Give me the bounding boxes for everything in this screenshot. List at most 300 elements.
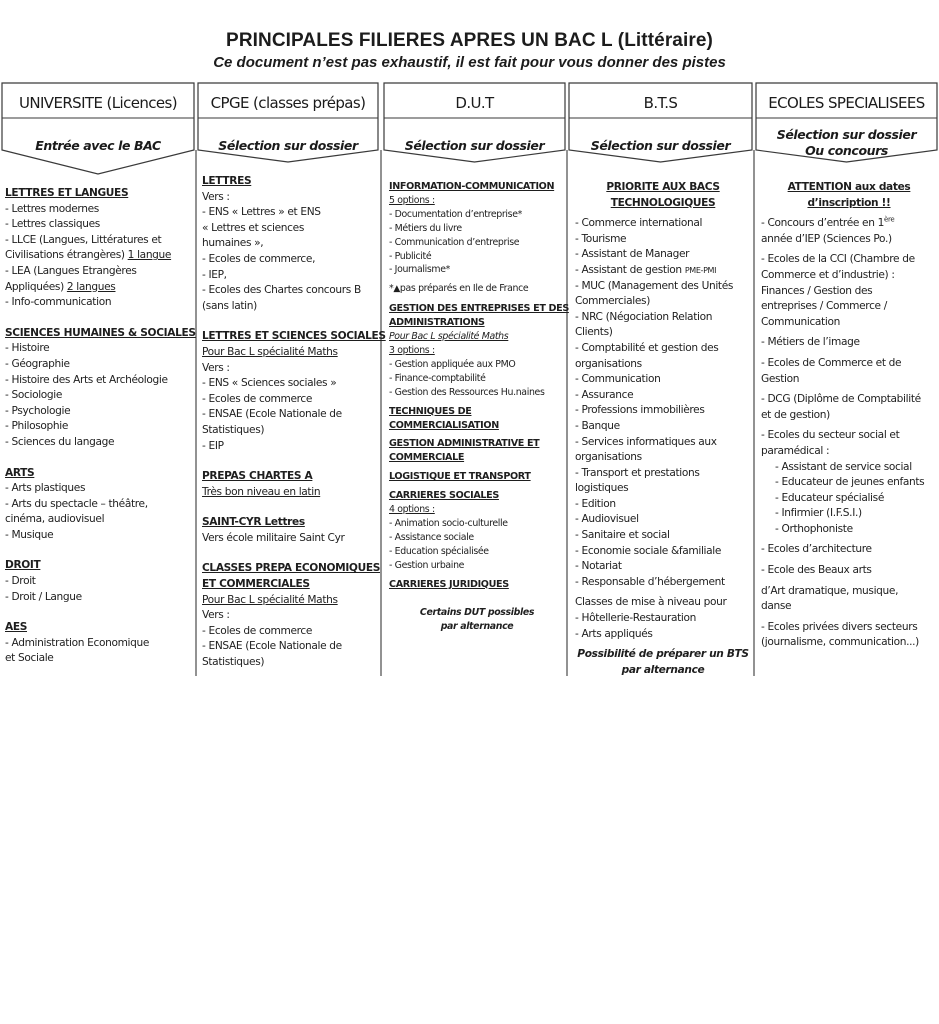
section-heading <box>389 316 565 330</box>
list-item <box>5 280 193 296</box>
line-text: - Professions immobilières <box>575 404 705 417</box>
list-item <box>761 268 937 284</box>
list-item <box>575 435 751 451</box>
section-heading <box>202 515 378 531</box>
spacer <box>202 500 378 515</box>
list-item <box>761 216 937 232</box>
line-text: - Métiers du livre <box>389 222 462 234</box>
line-text: - Publicité <box>389 250 432 262</box>
list-item <box>202 205 378 221</box>
list-item <box>5 497 193 513</box>
section-heading <box>202 329 386 345</box>
line-text: - Finance-comptabilité <box>389 372 486 384</box>
line-text: PRIORITE AUX BACS <box>606 181 720 193</box>
line-text: ARTS <box>5 466 35 479</box>
section-note <box>202 345 378 361</box>
line-text: - Sociologie <box>5 389 63 402</box>
section-heading <box>389 405 565 419</box>
section-note <box>389 344 565 358</box>
line-text: - ENS « Sciences sociales » <box>202 377 337 390</box>
column-title: CPGE (classes prépas) <box>210 94 366 112</box>
list-item <box>5 651 193 667</box>
list-item <box>575 372 751 388</box>
list-item <box>202 639 378 655</box>
spacer <box>5 543 193 558</box>
line-text: - Animation socio-culturelle <box>389 517 508 529</box>
line-text: LETTRES ET LANGUES <box>5 187 129 199</box>
list-item <box>761 475 937 491</box>
list-item <box>202 236 378 252</box>
section-heading <box>389 451 565 465</box>
line-text: INFORMATION-COMMUNICATION <box>389 181 555 192</box>
line-text: - Ecoles de commerce <box>202 624 313 637</box>
line-text: d’Art dramatique, musique, <box>761 584 899 597</box>
column-title: UNIVERSITE (Licences) <box>18 94 178 112</box>
column-body <box>202 174 386 671</box>
underlined-note: 2 langues <box>66 280 116 293</box>
section-heading <box>5 466 193 482</box>
list-item <box>575 294 751 310</box>
line-text: - ENSAE (Ecole Nationale de <box>202 408 342 421</box>
line-text: Clients) <box>575 326 613 339</box>
line-text: - Sciences du langage <box>5 435 115 448</box>
list-item <box>389 559 565 573</box>
list-item <box>202 268 378 284</box>
list-item <box>575 279 751 295</box>
list-item <box>761 460 937 476</box>
list-item <box>761 252 937 268</box>
line-text: - Administration Economique <box>5 636 150 649</box>
list-item <box>202 283 378 299</box>
line-text: pas préparés en Ile de France <box>399 283 529 295</box>
section-note <box>202 485 378 501</box>
line-text: et de gestion) <box>761 408 830 421</box>
line-text: - Services informatiques aux <box>575 435 717 448</box>
line-text: SCIENCES HUMAINES & SOCIALES <box>5 326 196 339</box>
list-item <box>202 190 378 206</box>
line-text: - Info-communication <box>5 296 112 309</box>
line-text: - Assistant de service social <box>775 460 912 473</box>
section-heading <box>202 174 378 190</box>
line-text: Vers école militaire Saint Cyr <box>202 531 345 544</box>
line-text: Commerce et d’industrie) : <box>761 268 895 281</box>
alternance-note <box>389 606 565 620</box>
line-text: SAINT-CYR Lettres <box>202 516 305 529</box>
list-item <box>575 481 751 497</box>
column-body <box>761 180 937 651</box>
line-text: - Gestion urbaine <box>389 559 465 571</box>
list-item <box>761 506 937 522</box>
line-text: Très bon niveau en latin <box>202 485 321 498</box>
list-item <box>5 202 193 218</box>
section-heading <box>389 419 565 433</box>
superscript: ère <box>884 215 895 224</box>
list-item <box>202 252 378 268</box>
section-note <box>389 194 565 208</box>
list-item <box>575 388 751 404</box>
line-text: - Arts du spectacle – théâtre, <box>5 497 148 510</box>
list-item <box>389 236 565 250</box>
line-text: - Educateur spécialisé <box>775 491 884 504</box>
spacer <box>5 311 193 326</box>
admission-mode <box>2 138 194 154</box>
line-text: - EIP <box>202 439 224 452</box>
section-note <box>389 503 565 517</box>
line-text: - Notariat <box>575 560 622 573</box>
admission-line: Entrée avec le BAC <box>35 138 161 153</box>
list-item <box>575 466 751 482</box>
line-text: Civilisations étrangères) <box>5 249 128 262</box>
line-text: TECHNOLOGIQUES <box>610 196 716 209</box>
line-text: - Economie sociale &familiale <box>575 544 722 557</box>
line-text: - LEA (Langues Etrangères <box>5 264 137 277</box>
list-item <box>5 248 193 264</box>
column-body <box>389 180 569 634</box>
line-text: - Educateur de jeunes enfants <box>775 476 925 489</box>
admission-line: Sélection sur dossier <box>404 138 545 153</box>
line-text: - Responsable d’hébergement <box>575 575 725 588</box>
line-text: Pour Bac L spécialité Maths <box>389 331 509 343</box>
line-text: GESTION DES ENTREPRISES ET DES <box>389 303 569 315</box>
line-text: - Infirmier (I.F.S.I.) <box>775 507 862 520</box>
list-item <box>575 216 751 232</box>
line-text: ET COMMERCIALES <box>202 578 310 591</box>
line-text: Communication <box>761 315 840 328</box>
column-title: ECOLES SPECIALISEES <box>768 94 925 112</box>
line-text: - Ecoles de Commerce et de <box>761 356 902 369</box>
admission-line: Sélection sur dossier <box>218 138 358 153</box>
line-text: 4 options : <box>389 504 435 516</box>
column-body <box>575 180 751 678</box>
line-text: Gestion <box>761 372 800 385</box>
line-text: « Lettres et sciences <box>202 221 304 234</box>
line-text: Statistiques) <box>202 423 265 436</box>
list-item <box>202 531 378 547</box>
list-item <box>5 233 193 249</box>
list-item <box>761 232 937 248</box>
list-item <box>761 599 937 615</box>
line-text: - Arts appliqués <box>575 627 653 640</box>
admission-mode <box>569 138 752 154</box>
list-item <box>202 376 378 392</box>
line-text: - Orthophoniste <box>775 522 853 535</box>
section-heading <box>575 180 751 196</box>
list-item <box>761 335 937 351</box>
line-text: - Arts plastiques <box>5 482 86 495</box>
section-heading <box>389 302 569 316</box>
line-text: - Droit <box>5 575 36 588</box>
list-item <box>202 221 378 237</box>
line-text: COMMERCIALE <box>389 452 465 464</box>
line-text: - Droit / Langue <box>5 590 82 603</box>
line-text: Pour Bac L spécialité Maths <box>202 593 338 606</box>
line-text: cinéma, audiovisuel <box>5 513 105 526</box>
list-item <box>5 590 193 606</box>
list-item <box>575 528 751 544</box>
line-text: - Géographie <box>5 357 70 370</box>
line-text: CARRIERES SOCIALES <box>389 490 499 502</box>
line-text: - Sanitaire et social <box>575 529 670 542</box>
section-heading <box>389 180 565 194</box>
spacer <box>202 546 378 561</box>
column-body <box>5 186 196 667</box>
list-item <box>761 542 937 558</box>
list-item <box>389 545 565 559</box>
underlined-note: 1 langue <box>127 249 172 262</box>
list-item <box>761 315 937 331</box>
list-item <box>5 636 193 652</box>
line-text: GESTION ADMINISTRATIVE ET <box>389 438 540 450</box>
line-text: TECHNIQUES DE <box>389 405 472 417</box>
list-item <box>575 357 751 373</box>
spacer <box>5 605 193 620</box>
list-item <box>761 356 937 372</box>
list-item <box>202 608 378 624</box>
line-text: - Banque <box>575 419 620 432</box>
line-text: Vers : <box>202 361 230 374</box>
list-item <box>5 404 193 420</box>
line-text: organisations <box>575 357 642 370</box>
line-text: - Ecoles de la CCI (Chambre de <box>761 253 915 266</box>
list-item <box>761 428 937 444</box>
section-note <box>202 593 378 609</box>
list-item <box>761 563 937 579</box>
section-heading <box>202 469 378 485</box>
line-text: - Assistant de gestion <box>575 263 685 276</box>
document-subtitle: Ce document n’est pas exhaustif, il est fait pour vous donner des pistes <box>213 54 726 71</box>
list-item <box>575 575 751 591</box>
line-text: logistiques <box>575 482 629 495</box>
line-text: - Ecoles de commerce <box>202 392 313 405</box>
list-item <box>575 512 751 528</box>
list-item <box>5 341 193 357</box>
list-item <box>575 627 751 643</box>
admission-line: Sélection sur dossier <box>776 127 917 142</box>
column-title: D.U.T <box>455 94 494 112</box>
line-text: - Comptabilité et gestion des <box>575 341 719 354</box>
asterisk-mark: * <box>389 283 394 295</box>
line-text: - Commerce international <box>575 217 703 230</box>
list-item <box>761 584 937 600</box>
list-item <box>389 358 565 372</box>
line-text: Statistiques) <box>202 656 265 669</box>
line-text: - Communication d’entreprise <box>389 236 520 248</box>
document-title: PRINCIPALES FILIERES APRES UN BAC L (Littéraire) <box>226 30 713 51</box>
list-item <box>389 282 565 297</box>
line-text: DROIT <box>5 559 41 572</box>
line-text: - Transport et prestations <box>575 466 700 479</box>
section-heading <box>202 561 378 577</box>
alternance-note <box>389 620 565 634</box>
line-text: - Ecoles du secteur social et <box>761 429 900 442</box>
list-item <box>389 263 565 277</box>
list-item <box>5 295 193 311</box>
list-item <box>575 310 751 326</box>
list-item <box>202 423 378 439</box>
line-text: - Histoire <box>5 342 50 355</box>
line-text: Commerciales) <box>575 295 650 308</box>
section-heading <box>389 489 565 503</box>
line-text: paramédical : <box>761 444 830 457</box>
spacer <box>5 451 193 466</box>
line-text: - ENSAE (Ecole Nationale de <box>202 640 342 653</box>
admission-mode <box>384 138 565 154</box>
line-text: CARRIERES JURIDIQUES <box>389 578 509 590</box>
line-text: - Ecole des Beaux arts <box>761 564 872 577</box>
list-item <box>5 264 193 280</box>
line-text: par alternance <box>440 621 514 633</box>
line-text: ATTENTION aux dates <box>787 181 911 193</box>
line-text: - Concours d’entrée en 1 <box>761 217 884 230</box>
list-item <box>5 435 193 451</box>
line-text: - Histoire des Arts et Archéologie <box>5 373 168 386</box>
line-text: - Audiovisuel <box>575 513 639 526</box>
section-heading <box>5 558 193 574</box>
admission-mode <box>198 138 378 154</box>
line-text: LETTRES <box>202 175 252 187</box>
list-item <box>5 419 193 435</box>
list-item <box>575 325 751 341</box>
list-item <box>202 655 378 671</box>
list-item <box>575 497 751 513</box>
line-text: - Edition <box>575 497 616 510</box>
list-item <box>761 522 937 538</box>
list-item <box>389 531 565 545</box>
line-text: danse <box>761 600 792 613</box>
line-text: Pour Bac L spécialité Maths <box>202 345 338 358</box>
list-item <box>5 373 193 389</box>
line-text: - Assistance sociale <box>389 531 474 543</box>
line-text: - Métiers de l’image <box>761 336 860 349</box>
section-note <box>389 330 565 344</box>
line-text: - Ecoles privées divers secteurs <box>761 620 918 633</box>
list-item <box>5 528 193 544</box>
line-text: - Lettres modernes <box>5 202 99 215</box>
list-item <box>575 559 751 575</box>
list-item <box>389 208 565 222</box>
line-text: AES <box>5 621 28 634</box>
column-title: B.T.S <box>643 94 678 112</box>
line-text: Appliquées) <box>5 280 67 293</box>
list-item <box>761 372 937 388</box>
list-item <box>389 386 565 400</box>
line-text: - Education spécialisée <box>389 545 489 557</box>
section-heading <box>5 186 193 202</box>
list-item <box>202 361 378 377</box>
line-text: Vers : <box>202 190 230 203</box>
line-text: Certains DUT possibles <box>419 607 535 619</box>
line-text: - ENS « Lettres » et ENS <box>202 206 321 219</box>
list-item <box>389 372 565 386</box>
list-item <box>5 357 193 373</box>
line-text: (journalisme, communication...) <box>761 636 919 649</box>
section-heading <box>389 578 565 592</box>
small-caps-note: PME-PMI <box>684 265 717 275</box>
line-text: Vers : <box>202 609 230 622</box>
admission-line: Ou concours <box>805 143 888 158</box>
line-text: - NRC (Négociation Relation <box>575 310 713 323</box>
list-item <box>5 388 193 404</box>
line-text: - IEP, <box>202 268 227 281</box>
line-text: LETTRES ET SCIENCES SOCIALES <box>202 330 386 343</box>
line-text: - MUC (Management des Unités <box>575 279 734 292</box>
list-item <box>202 299 378 315</box>
line-text: - Journalisme* <box>389 264 450 276</box>
list-item <box>575 611 751 627</box>
list-item <box>202 407 378 423</box>
section-heading <box>5 326 196 342</box>
line-text: 5 options : <box>389 194 435 206</box>
list-item <box>5 574 193 590</box>
line-text: - Gestion des Ressources Hu.naines <box>389 386 545 398</box>
list-item <box>389 517 565 531</box>
line-text: 3 options : <box>389 344 435 356</box>
list-item <box>761 392 937 408</box>
list-item <box>575 419 751 435</box>
list-item <box>761 299 937 315</box>
line-text: - Ecoles d’architecture <box>761 543 872 556</box>
line-text: - Gestion appliquée aux PMO <box>389 358 516 370</box>
line-text: par alternance <box>621 663 705 676</box>
spacer <box>389 591 565 606</box>
list-item <box>389 222 565 236</box>
spacer <box>202 454 378 469</box>
list-item <box>761 635 937 651</box>
line-text: - Lettres classiques <box>5 218 100 231</box>
line-text: - Documentation d’entreprise* <box>389 208 522 220</box>
line-text: - Philosophie <box>5 420 69 433</box>
section-heading <box>5 620 193 636</box>
line-text: - Communication <box>575 373 661 386</box>
line-text: ADMINISTRATIONS <box>389 317 485 329</box>
list-item <box>389 250 565 264</box>
list-item <box>575 247 751 263</box>
list-item <box>202 392 378 408</box>
section-heading <box>761 196 937 212</box>
line-text: - Ecoles de commerce, <box>202 252 316 265</box>
section-heading <box>761 180 937 196</box>
line-text: entreprises / Commerce / <box>761 300 887 313</box>
list-item <box>761 491 937 507</box>
list-item <box>575 232 751 248</box>
admission-line: Sélection sur dossier <box>590 138 731 153</box>
list-item <box>575 341 751 357</box>
list-item <box>761 284 937 300</box>
line-text: humaines », <box>202 237 264 250</box>
line-text: COMMERCIALISATION <box>389 419 499 431</box>
line-text: LOGISTIQUE ET TRANSPORT <box>389 471 531 483</box>
list-item <box>575 263 751 279</box>
line-text: PREPAS CHARTES A <box>202 470 313 483</box>
list-item <box>761 620 937 636</box>
list-item <box>202 439 378 455</box>
line-text: et Sociale <box>5 652 54 665</box>
spacer <box>202 314 378 329</box>
line-text: - Psychologie <box>5 404 71 417</box>
line-text: Finances / Gestion des <box>761 284 873 297</box>
line-text: organisations <box>575 451 642 464</box>
list-item <box>5 481 193 497</box>
line-text: - DCG (Diplôme de Comptabilité <box>761 393 921 406</box>
list-item <box>5 217 193 233</box>
line-text: année d’IEP (Sciences Po.) <box>761 232 892 245</box>
line-text: CLASSES PREPA ECONOMIQUES <box>202 562 380 575</box>
section-heading <box>575 196 751 212</box>
line-text: - Assistant de Manager <box>575 248 690 261</box>
list-item <box>761 408 937 424</box>
list-item <box>575 403 751 419</box>
line-text: - LLCE (Langues, Littératures et <box>5 233 162 246</box>
